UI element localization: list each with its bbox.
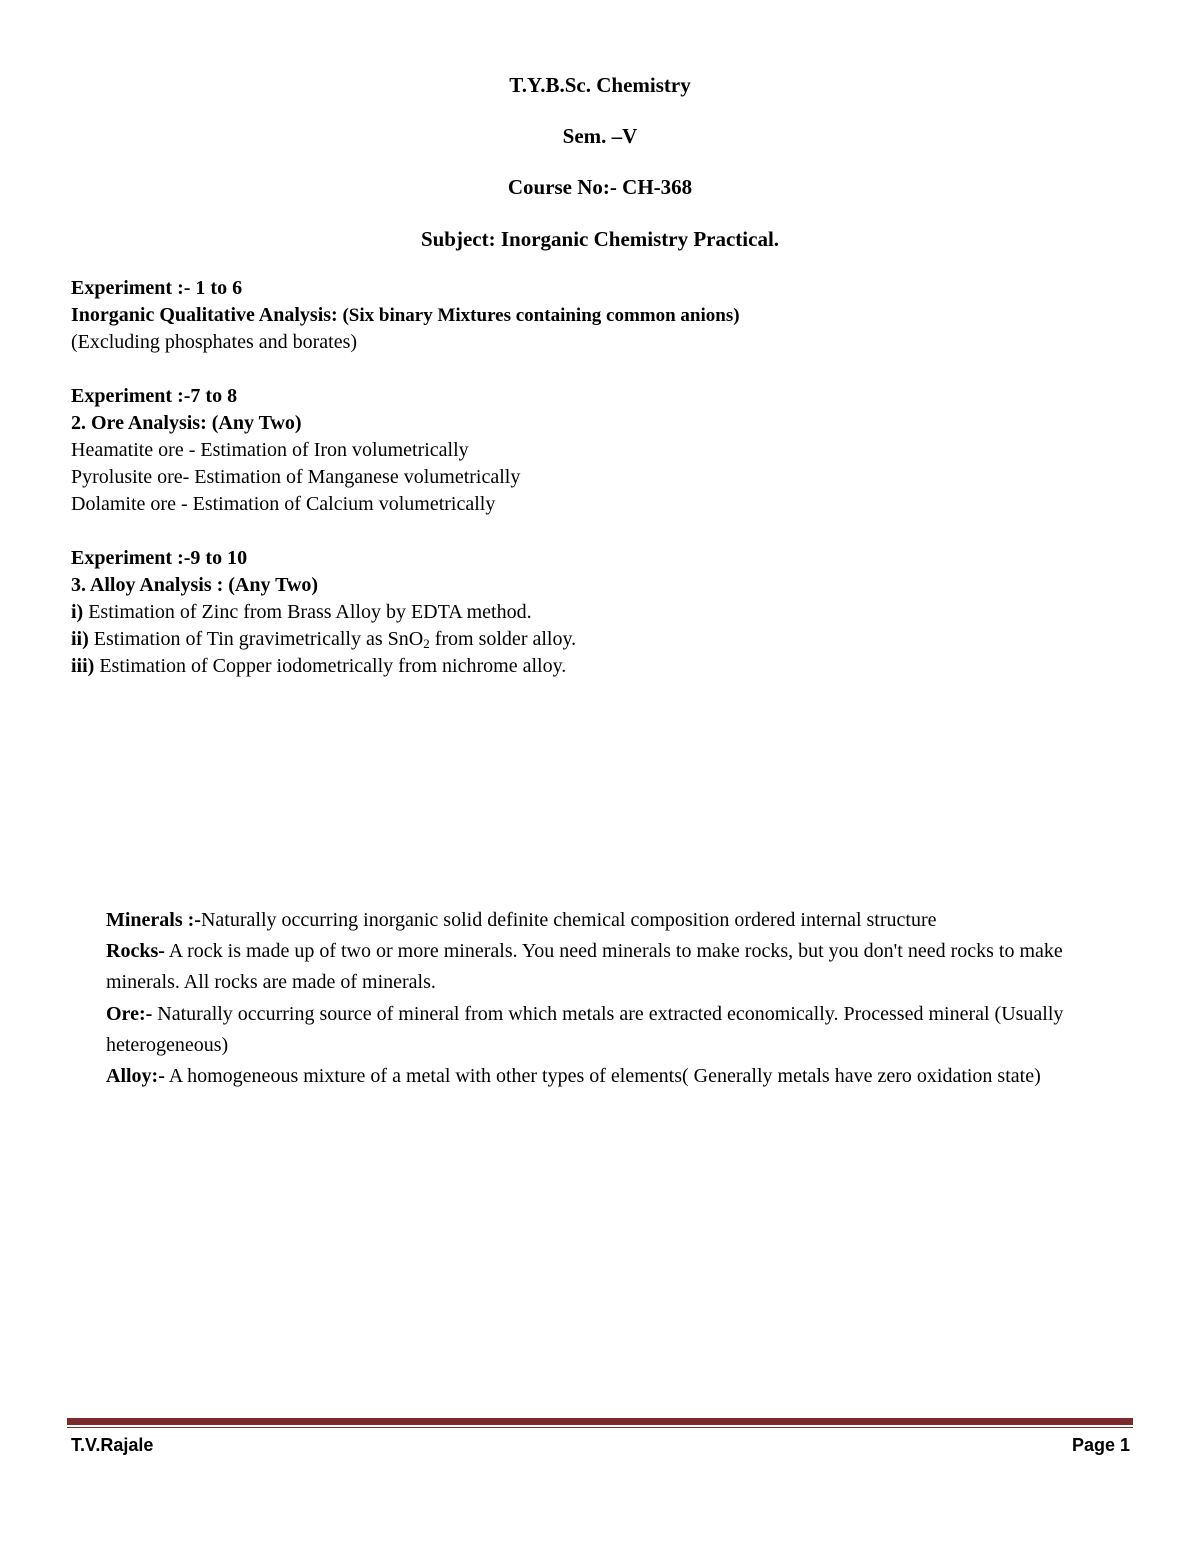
section-title-bold: Inorganic Qualitative Analysis:	[71, 304, 338, 326]
definition-rocks	[106, 936, 1106, 998]
subscript: 2	[423, 636, 430, 651]
course-number: Course No:- CH-368	[507, 175, 693, 199]
list-item: Heamatite ore - Estimation of Iron volumetrically	[71, 439, 469, 461]
footer-author: T.V.Rajale	[71, 1435, 154, 1455]
document-title: T.Y.B.Sc. Chemistry	[509, 73, 691, 97]
definition-term: Ore:-	[106, 1002, 153, 1025]
section-note: (Excluding phosphates and borates)	[71, 331, 358, 353]
list-item	[71, 653, 1131, 680]
definition-text: A homogeneous mixture of a metal with other types of elements( Generally metals have zero oxidation state)	[164, 1065, 1041, 1088]
definitions-block	[106, 905, 1106, 1092]
list-item-text: Estimation of Tin gravimetrically as SnO	[88, 628, 424, 650]
definition-term: Alloy:-	[106, 1065, 165, 1088]
list-item: Pyrolusite ore- Estimation of Manganese volumetrically	[71, 466, 521, 488]
section-qualitative-analysis	[71, 275, 1131, 356]
definition-alloy	[106, 1061, 1106, 1092]
section-alloy-analysis	[71, 545, 1131, 680]
definition-ore	[106, 999, 1106, 1061]
definition-term: Rocks-	[106, 940, 165, 963]
section-title-rest: (Six binary Mixtures containing common anions)	[337, 305, 740, 326]
definition-text: Naturally occurring inorganic solid definite chemical composition ordered internal structure	[200, 909, 937, 931]
definition-minerals	[106, 905, 1106, 936]
list-marker: iii)	[71, 655, 95, 677]
list-item-text-end: from solder alloy.	[429, 628, 577, 650]
page-number: Page 1	[1071, 1435, 1130, 1455]
footer-divider-thin	[67, 1427, 1133, 1428]
list-item-text: Estimation of Zinc from Brass Alloy by EDTA method.	[83, 601, 532, 623]
semester-label: Sem. –V	[562, 124, 638, 148]
section-title: 2. Ore Analysis: (Any Two)	[71, 412, 302, 434]
list-item: Dolamite ore - Estimation of Calcium volumetrically	[71, 493, 496, 515]
list-marker: ii)	[71, 628, 89, 650]
section-ore-analysis	[71, 383, 1131, 518]
list-item-text: Estimation of Copper iodometrically from nichrome alloy.	[94, 655, 567, 677]
definition-text: A rock is made up of two or more minerals. You need minerals to make rocks, but you don't need rocks to make minerals. All rocks are made of minerals.	[106, 940, 1063, 994]
definition-text: Naturally occurring source of mineral from which metals are extracted economically. Processed mineral (Usually heterogeneous)	[106, 1002, 1064, 1056]
footer-divider	[67, 1418, 1133, 1425]
list-item	[71, 599, 1131, 626]
experiment-heading: Experiment :-7 to 8	[71, 385, 238, 407]
experiment-heading: Experiment :-9 to 10	[71, 547, 248, 569]
definition-term: Minerals :-	[106, 909, 201, 931]
section-title	[71, 302, 1131, 329]
experiment-heading: Experiment :- 1 to 6	[71, 277, 243, 299]
subject-title: Subject: Inorganic Chemistry Practical.	[420, 227, 780, 251]
list-item	[71, 626, 1131, 653]
list-marker: i)	[71, 601, 84, 623]
section-title: 3. Alloy Analysis : (Any Two)	[71, 574, 319, 596]
